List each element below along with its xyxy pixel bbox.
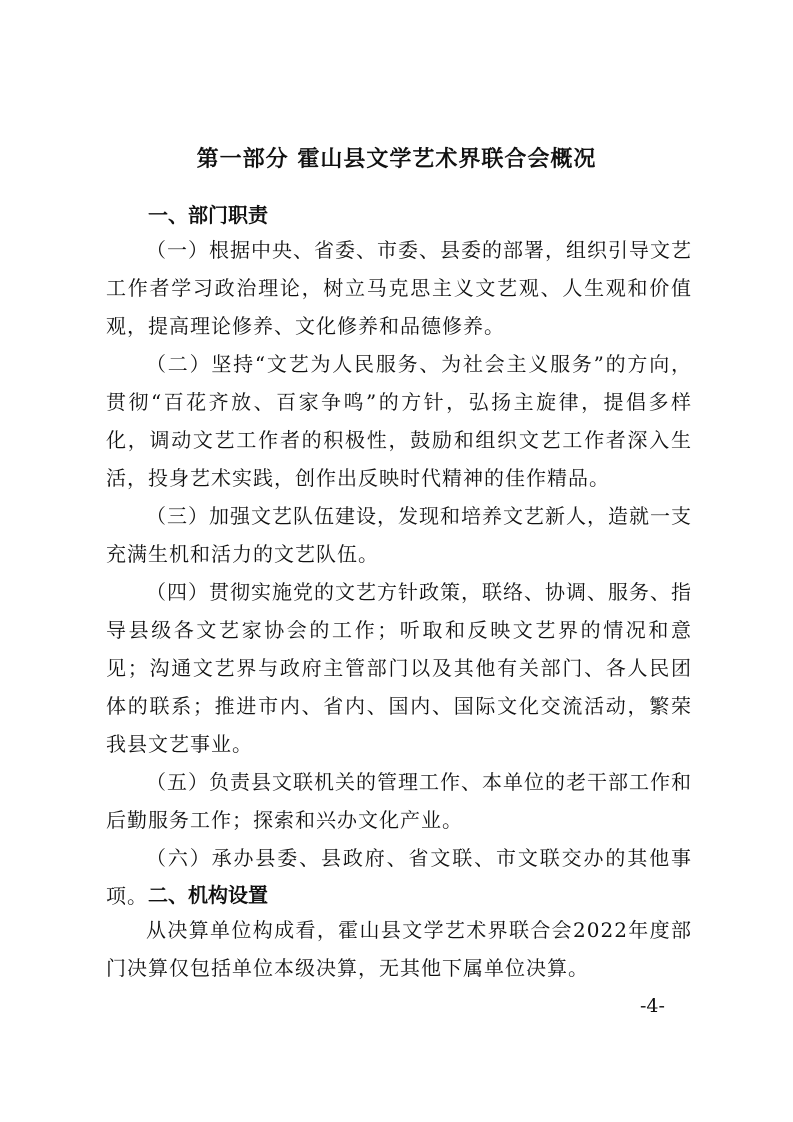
paragraph-responsibility-2: （二）坚持“文艺为人民服务、为社会主义服务”的方向，贯彻“百花齐放、百家争鸣”的方针，弘扬主旋律，提倡多样化，调动文艺工作者的积极性，鼓励和组织文艺工作者深入生活，投身艺术实践，创作出反映时代精神的佳作精品。 xyxy=(106,352,692,490)
paragraph-responsibility-3: （三）加强文艺队伍建设，发现和培养文艺新人，造就一支充满生机和活力的文艺队伍。 xyxy=(106,504,692,566)
paragraph-responsibility-4: （四）贯彻实施党的文艺方针政策，联络、协调、服务、指导县级各文艺家协会的工作；听取和反映文艺界的情况和意见；沟通文艺界与政府主管部门以及其他有关部门、各人民团体的联系；推进市内、省内、国内、国际文化交流活动，繁荣我县文艺事业。 xyxy=(106,580,692,756)
section-heading-responsibilities: 一、部门职责 xyxy=(148,203,268,227)
page-number: -4- xyxy=(640,995,665,1017)
paragraph-responsibility-6: （六）承办县委、县政府、省文联、市文联交办的其他事项。 xyxy=(106,846,692,908)
paragraph-responsibility-1: （一）根据中央、省委、市委、县委的部署，组织引导文艺工作者学习政治理论，树立马克思主义文艺观、人生观和价值观，提高理论修养、文化修养和品德修养。 xyxy=(106,238,692,338)
paragraph-responsibility-5: （五）负责县文联机关的管理工作、本单位的老干部工作和后勤服务工作；探索和兴办文化产业。 xyxy=(106,770,692,832)
section-heading-organization: 二、机构设置 xyxy=(148,883,268,907)
paragraph-organization: 从决算单位构成看，霍山县文学艺术界联合会2022年度部门决算仅包括单位本级决算，无其他下属单位决算。 xyxy=(106,918,692,980)
page-title: 第一部分 霍山县文学艺术界联合会概况 xyxy=(196,147,597,172)
